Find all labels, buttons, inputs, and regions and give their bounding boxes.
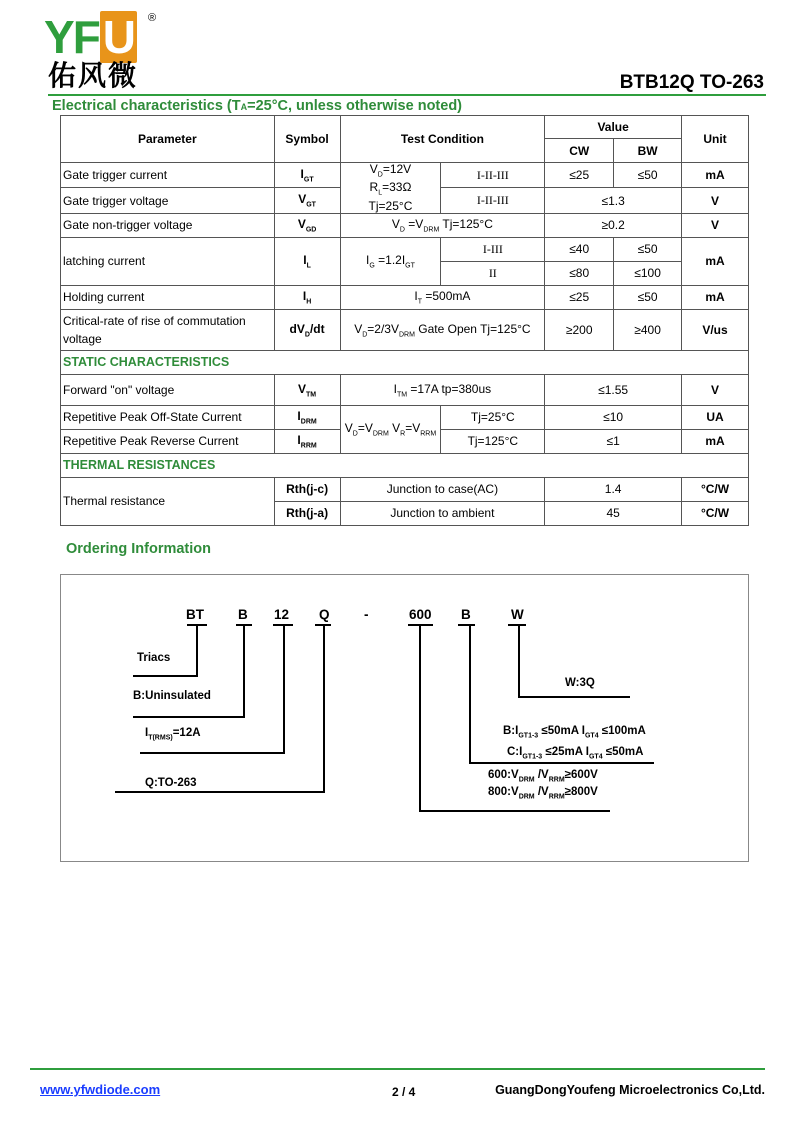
label-c-sensitivity: $C:I_{GT1-3} \le 25mA$ $I_{GT4} \le 50mA$ bbox=[507, 746, 644, 761]
company-name: GuangDongYoufeng Microelectronics Co,Ltd. bbox=[495, 1083, 765, 1097]
table-row bbox=[61, 285, 749, 309]
param-cell: Gate non-trigger voltage bbox=[61, 213, 275, 237]
header-symbol: Symbol bbox=[274, 116, 340, 163]
symbol-cell: Rth(j-c) bbox=[274, 477, 340, 501]
header-value: Value bbox=[545, 116, 682, 139]
cw-value: ≤25 bbox=[545, 163, 614, 188]
bw-value: ≤50 bbox=[614, 237, 682, 261]
symbol-cell: $I_{DRM}$ bbox=[274, 405, 340, 429]
value-cell: 45 bbox=[545, 501, 682, 525]
logo-chinese-name: 佑风微 bbox=[48, 59, 139, 92]
part-code-600: 600 bbox=[409, 607, 432, 622]
value-cell: ≤1 bbox=[545, 429, 682, 453]
label-triacs: Triacs bbox=[137, 652, 171, 664]
param-cell: Gate trigger current bbox=[61, 163, 275, 188]
ordering-info-box bbox=[60, 574, 749, 862]
label-uninsulated: B:Uninsulated bbox=[133, 690, 211, 702]
part-code-b: B bbox=[238, 607, 248, 622]
footer-divider bbox=[30, 1068, 765, 1070]
part-code-12: 12 bbox=[274, 607, 290, 622]
param-cell: Critical-rate of rise of commutation voltage bbox=[61, 309, 275, 350]
tick-b2 bbox=[458, 624, 475, 626]
registered-mark: ® bbox=[148, 12, 157, 24]
label-b-sensitivity: $B:I_{GT1-3} \le 50mA$ $I_{GT4} \le 100mA$ bbox=[503, 725, 646, 740]
table-header-row bbox=[61, 116, 749, 139]
header-bw: BW bbox=[614, 139, 682, 163]
quadrant-cell: II bbox=[441, 261, 545, 285]
unit-cell: V bbox=[682, 213, 749, 237]
unit-cell: mA bbox=[682, 429, 749, 453]
label-voltage-800: $800:V_{DRM}$ $/V_{RRM}\ge 800V$ bbox=[488, 786, 598, 801]
bw-value: ≤100 bbox=[614, 261, 682, 285]
table-row bbox=[61, 477, 749, 501]
test-condition-cell: $V_D=V_{DRM}$ $V_R=V_{RRM}$ bbox=[340, 405, 441, 453]
table-row bbox=[61, 405, 749, 429]
test-condition-cell: $V_D =V_{DRM}$ Tj=125°C bbox=[340, 213, 545, 237]
param-cell: Holding current bbox=[61, 285, 275, 309]
part-code-q: Q bbox=[319, 607, 330, 622]
symbol-cell: $I_{GT}$ bbox=[274, 163, 340, 188]
tj-cell: Tj=25°C bbox=[441, 405, 545, 429]
param-cell: Forward "on" voltage bbox=[61, 374, 275, 405]
table-row bbox=[61, 213, 749, 237]
param-cell: Repetitive Peak Off-State Current bbox=[61, 405, 275, 429]
test-condition-cell: Junction to case(AC) bbox=[340, 477, 545, 501]
header-unit: Unit bbox=[682, 116, 749, 163]
test-condition-cell: Junction to ambient bbox=[340, 501, 545, 525]
table-row bbox=[61, 163, 749, 188]
symbol-cell: $I_L$ bbox=[274, 237, 340, 285]
symbol-cell: $V_{TM}$ bbox=[274, 374, 340, 405]
thermal-section-row bbox=[61, 453, 749, 477]
unit-cell: UA bbox=[682, 405, 749, 429]
cw-value: ≤40 bbox=[545, 237, 614, 261]
param-cell: latching current bbox=[61, 237, 275, 285]
value-cell: ≥0.2 bbox=[545, 213, 682, 237]
bw-value: ≤50 bbox=[614, 163, 682, 188]
part-code-dash: - bbox=[364, 607, 369, 622]
label-it-rms: $I_{T(RMS)}=12A$ bbox=[145, 727, 201, 742]
symbol-cell: $dV_D/dt$ bbox=[274, 309, 340, 350]
symbol-cell: Rth(j-a) bbox=[274, 501, 340, 525]
unit-cell: mA bbox=[682, 237, 749, 285]
symbol-cell: $V_{GD}$ bbox=[274, 213, 340, 237]
param-cell: Thermal resistance bbox=[61, 477, 275, 525]
value-cell: 1.4 bbox=[545, 477, 682, 501]
unit-cell: mA bbox=[682, 285, 749, 309]
symbol-cell: $I_H$ bbox=[274, 285, 340, 309]
header-divider bbox=[48, 94, 766, 96]
tj-cell: Tj=125°C bbox=[441, 429, 545, 453]
thermal-resistances-title: THERMAL RESISTANCES bbox=[61, 453, 749, 477]
test-condition-cell: $V_D=2/3V_{DRM}$ Gate Open Tj=125°C bbox=[340, 309, 545, 350]
test-condition-cell: $I_T =500mA$ bbox=[340, 285, 545, 309]
header-parameter: Parameter bbox=[61, 116, 275, 163]
unit-cell: V bbox=[682, 374, 749, 405]
page-number: 2 / 4 bbox=[392, 1085, 416, 1099]
part-code-bt: BT bbox=[186, 607, 204, 622]
test-condition-cell: $I_{TM} =17A$ tp=380us bbox=[340, 374, 545, 405]
table-row bbox=[61, 237, 749, 261]
company-logo: YFU bbox=[44, 14, 137, 60]
static-characteristics-title: STATIC CHARACTERISTICS bbox=[61, 350, 749, 374]
quadrant-cell: I-II-III bbox=[441, 163, 545, 188]
param-cell: Repetitive Peak Reverse Current bbox=[61, 429, 275, 453]
label-package: Q:TO-263 bbox=[145, 777, 197, 789]
table-row bbox=[61, 309, 749, 350]
unit-cell: °C/W bbox=[682, 501, 749, 525]
table-row bbox=[61, 374, 749, 405]
value-cell: ≤10 bbox=[545, 405, 682, 429]
unit-cell: mA bbox=[682, 163, 749, 188]
cw-value: ≤25 bbox=[545, 285, 614, 309]
part-code-b2: B bbox=[461, 607, 471, 622]
ordering-info-title: Ordering Information bbox=[66, 541, 211, 557]
static-section-row bbox=[61, 350, 749, 374]
header-test-condition: Test Condition bbox=[340, 116, 545, 163]
bw-value: ≤50 bbox=[614, 285, 682, 309]
header-cw: CW bbox=[545, 139, 614, 163]
param-cell: Gate trigger voltage bbox=[61, 188, 275, 213]
cw-value: ≥200 bbox=[545, 309, 614, 350]
test-condition-cell: $I_G =1.2I_{GT}$ bbox=[340, 237, 441, 285]
tick-w bbox=[508, 624, 526, 626]
value-cell: ≤1.3 bbox=[545, 188, 682, 213]
document-title: BTB12Q TO-263 bbox=[619, 72, 764, 93]
label-w-3q: W:3Q bbox=[565, 677, 595, 689]
symbol-cell: $V_{GT}$ bbox=[274, 188, 340, 213]
part-code-w: W bbox=[511, 607, 524, 622]
label-voltage-600: $600:V_{DRM}$ $/V_{RRM}\ge 600V$ bbox=[488, 769, 598, 784]
website-link[interactable]: www.yfwdiode.com bbox=[40, 1082, 161, 1097]
value-cell: ≤1.55 bbox=[545, 374, 682, 405]
gate-test-condition-cell: $V_D=12V$ $R_L=33\Omega$ Tj=25°C bbox=[340, 163, 441, 214]
symbol-cell: $I_{RRM}$ bbox=[274, 429, 340, 453]
unit-cell: V/us bbox=[682, 309, 749, 350]
bw-value: ≥400 bbox=[614, 309, 682, 350]
quadrant-cell: I-III bbox=[441, 237, 545, 261]
electrical-characteristics-table bbox=[60, 115, 749, 526]
unit-cell: V bbox=[682, 188, 749, 213]
electrical-section-title: Electrical characteristics (TA=25°C, unless otherwise noted) bbox=[52, 98, 463, 114]
cw-value: ≤80 bbox=[545, 261, 614, 285]
unit-cell: °C/W bbox=[682, 477, 749, 501]
quadrant-cell: I-II-III bbox=[441, 188, 545, 213]
